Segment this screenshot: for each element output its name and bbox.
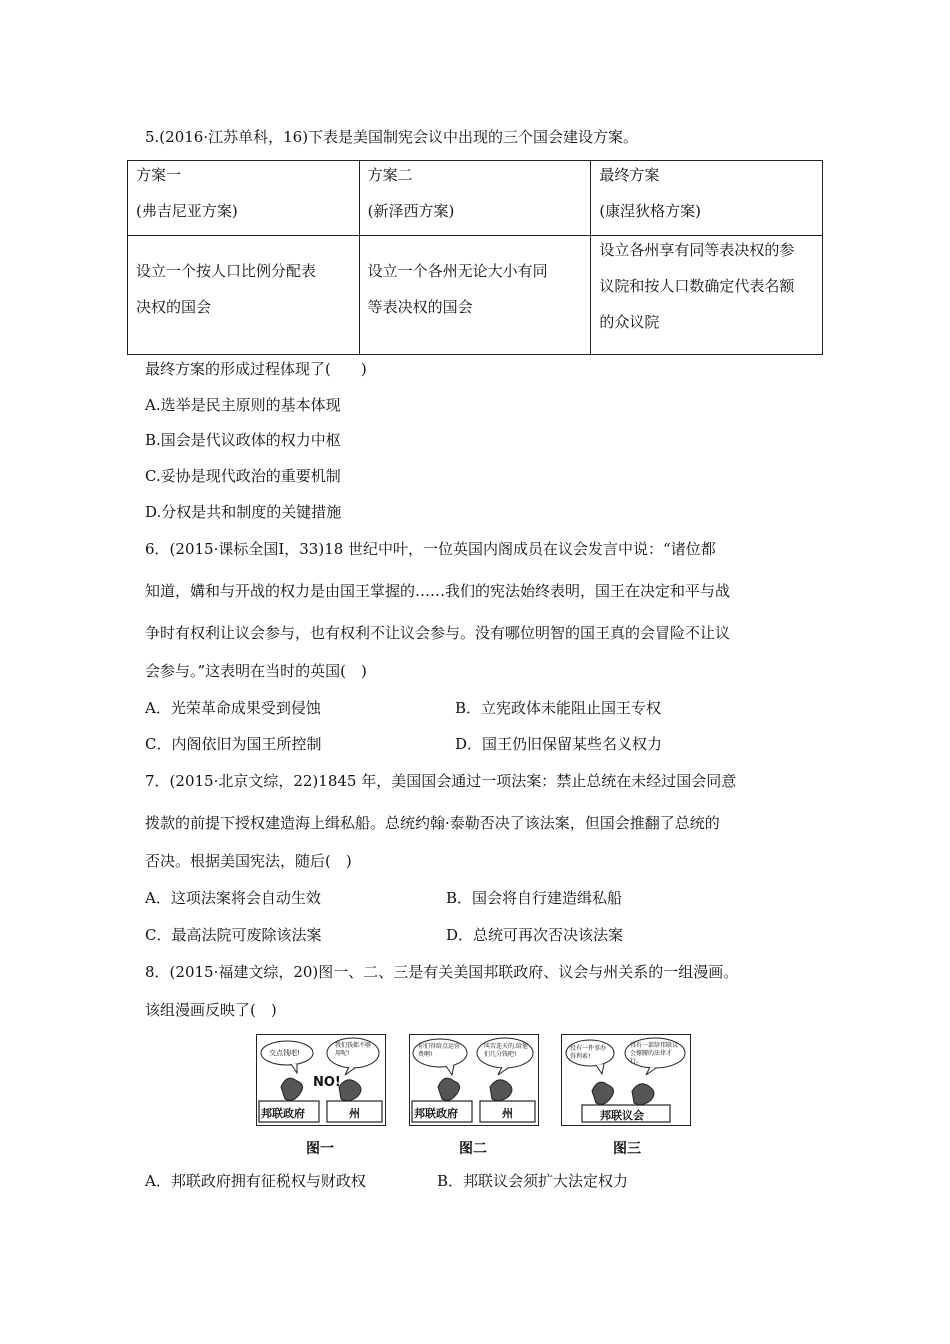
plan-1-name: 方案一: [136, 166, 182, 184]
q7-option-b[interactable]: B．国会将自行建造缉私船: [446, 889, 623, 907]
comic-3-bubble-2: 得有一部给邦联议会撑腰的法律才行。: [630, 1042, 679, 1065]
q5-option-a[interactable]: A.选举是民主原则的基本体现: [145, 396, 341, 414]
comic-1-caption: 图一: [306, 1141, 334, 1157]
q8-option-b[interactable]: B．邦联议会须扩大法定权力: [437, 1172, 629, 1190]
q6-option-a[interactable]: A．光荣革命成果受到侵蚀: [145, 699, 321, 717]
q7-option-d[interactable]: D．总统可再次否决该法案: [446, 926, 624, 944]
q6-option-b[interactable]: B．立宪政体未能阻止国王专权: [455, 699, 662, 717]
comic-2-bubble-1: 你们得给点运营费啊!: [418, 1043, 461, 1058]
q8-line-1: 8．(2015·福建文综，20)图一、二、三是有关美国邦联政府、议会与州关系的一组漫画。: [145, 963, 739, 981]
plan-3-content: [591, 236, 823, 355]
comic-2: [409, 1034, 539, 1126]
plan-2-alias: (新泽西方案): [367, 202, 455, 220]
q6-option-d[interactable]: D．国王仍旧保留某些名义权力: [455, 735, 663, 753]
plan-2-line-1: 设立一个各州无论大小有同: [367, 262, 548, 280]
comic-3-caption: 图三: [613, 1141, 641, 1157]
plan-1-header: [128, 161, 360, 236]
q5-option-c[interactable]: C.妥协是现代政治的重要机制: [145, 467, 341, 485]
plan-3-name: 最终方案: [599, 166, 660, 184]
q7-line-3: 否决。根据美国宪法，随后( ): [145, 852, 352, 870]
q5-option-b[interactable]: B.国会是代议政体的权力中枢: [145, 431, 341, 449]
comic-3-bubble-1: 投有一件事办得利索!: [570, 1045, 607, 1060]
q6-line-1: 6．(2015·课标全国Ⅰ，33)18 世纪中叶，一位英国内阁成员在议会发言中说：“诸位都: [145, 540, 716, 558]
comic-2-sign-state: 州: [502, 1107, 513, 1120]
comic-1-sign-federal: 邦联政府: [261, 1107, 305, 1120]
comic-1-sign-state: 州: [349, 1107, 360, 1120]
comic-2-sign-federal: 邦联政府: [414, 1107, 458, 1120]
q6-line-3: 争时有权利让议会参与，也有权利不让议会参与。没有哪位明智的国王真的会冒险不让议: [145, 624, 731, 642]
comic-3: [561, 1034, 691, 1126]
comic-3-sign-congress: 邦联议会: [600, 1109, 644, 1122]
comic-2-caption: 图二: [459, 1141, 487, 1157]
q6-line-4: 会参与。”这表明在当时的英国( ): [145, 662, 367, 680]
plan-1-line-1: 设立一个按人口比例分配表: [136, 262, 317, 280]
q5-option-d[interactable]: D.分权是共和制度的关键措施: [145, 503, 342, 521]
q6-option-c[interactable]: C．内阁依旧为国王所控制: [145, 735, 322, 753]
plan-1-line-2: 决权的国会: [136, 298, 212, 316]
comic-1-no-exclaim: NO!: [313, 1075, 341, 1090]
plan-3-alias: (康涅狄格方案): [599, 202, 702, 220]
plans-table: [127, 160, 823, 355]
plan-1-alias: (弗吉尼亚方案): [136, 202, 238, 220]
plan-2-content: [359, 236, 591, 355]
q6-line-2: 知道，媾和与开战的权力是由国王掌握的……我们的宪法始终表明，国王在决定和平与战: [145, 582, 731, 600]
plan-3-header: [591, 161, 823, 236]
q8-line-2: 该组漫画反映了( ): [145, 1001, 277, 1019]
plan-1-content: [128, 236, 360, 355]
q7-line-2: 拨款的前提下授权建造海上缉私船。总统约翰·泰勒否决了该法案，但国会推翻了总统的: [145, 814, 720, 832]
comic-1: [256, 1034, 386, 1126]
q7-option-c[interactable]: C．最高法院可废除该法案: [145, 926, 322, 944]
plan-3-line-3: 的众议院: [599, 313, 660, 331]
comic-2-bubble-2: 叫苦连天的,给他们几分钱吧!: [484, 1043, 528, 1058]
comic-1-bubble-1: 交点钱吧!: [269, 1049, 300, 1057]
plan-2-header: [359, 161, 591, 236]
q5-question: 最终方案的形成过程体现了( ): [145, 360, 367, 378]
plan-2-name: 方案二: [367, 166, 413, 184]
q5-stem: 5.(2016·江苏单科，16)下表是美国制宪会议中出现的三个国会建设方案。: [145, 128, 639, 146]
plan-3-line-1: 设立各州享有同等表决权的参: [599, 241, 795, 259]
plan-3-line-2: 议院和按人口数确定代表名额: [599, 277, 795, 295]
q8-option-a[interactable]: A．邦联政府拥有征税权与财政权: [145, 1172, 366, 1190]
comic-1-bubble-2: 我们钱都不够用呢!: [335, 1042, 372, 1057]
q7-line-1: 7．(2015·北京文综，22)1845 年，美国国会通过一项法案：禁止总统在未经过国会同意: [145, 772, 737, 790]
q7-option-a[interactable]: A．这项法案将会自动生效: [145, 889, 321, 907]
plan-2-line-2: 等表决权的国会: [367, 298, 473, 316]
